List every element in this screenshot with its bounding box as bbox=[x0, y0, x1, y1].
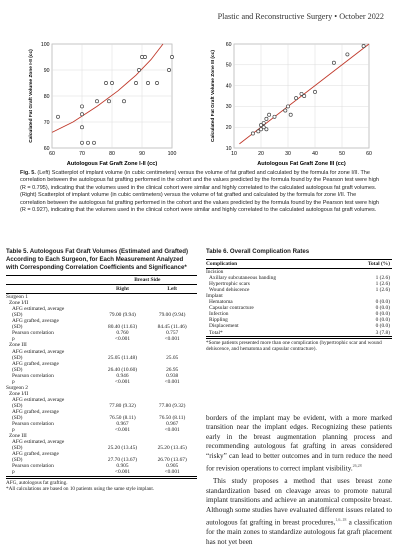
data-point bbox=[362, 44, 365, 47]
row-label: Surgeon 1 bbox=[6, 294, 28, 301]
cell-left: 84.45 (11.46) bbox=[157, 324, 187, 331]
data-point bbox=[56, 115, 59, 118]
y-tick-label: 100 bbox=[40, 41, 50, 48]
data-point bbox=[265, 117, 268, 120]
scatterplot-zone-iii-svg bbox=[210, 40, 375, 168]
table5-col-right: Right bbox=[116, 286, 129, 293]
body-paragraph-2 bbox=[206, 477, 392, 547]
cell-total: 0 (0.0) bbox=[375, 305, 390, 312]
table5-footnote-2: *All calculations are based on 10 patients using the same style implant. bbox=[6, 485, 155, 492]
data-point bbox=[80, 126, 83, 129]
table6-body bbox=[206, 269, 392, 337]
data-point bbox=[265, 128, 268, 131]
table5-footnote-1: AFG, autologous fat grafting. bbox=[6, 479, 68, 486]
data-point bbox=[346, 53, 349, 56]
y-axis-label: Calculated Fat Graft Volume Zone III (cc) bbox=[211, 50, 216, 142]
data-point bbox=[80, 105, 83, 108]
cell-right: 25.05 (11.48) bbox=[108, 354, 137, 361]
row-label: Hypertrophic scars bbox=[209, 281, 250, 288]
data-point bbox=[284, 109, 287, 112]
scatterplot-zone-i-ii bbox=[28, 40, 178, 168]
row-label: Displacement bbox=[209, 323, 239, 330]
row-label: Axillary subcutaneous banding bbox=[209, 275, 277, 282]
cell-right: <0.001 bbox=[114, 469, 131, 476]
cell-right: 0.760 bbox=[116, 330, 129, 337]
cell-left: 25.05 bbox=[166, 354, 179, 361]
cell-left: <0.001 bbox=[164, 378, 180, 385]
y-tick-label: 60 bbox=[43, 145, 50, 152]
data-point bbox=[170, 55, 173, 58]
cell-right: 27.70 (13.67) bbox=[107, 457, 138, 464]
y-tick-label: 10 bbox=[225, 145, 232, 152]
data-point bbox=[95, 100, 98, 103]
row-label: Pearson correlation bbox=[12, 330, 54, 337]
cell-left: 26.70 (13.67) bbox=[157, 457, 187, 464]
body-para1-text: borders of the implant may be evident, with a more marked transition near the implant edges. Recognizing these patients early in the breast augmentation planning process and recommending autologous fat grafting in areas considered “risky” can lead to better outcomes and in turn reduce the need for revision operations to correct implant visibility. bbox=[206, 413, 392, 473]
cell-right: 0.905 bbox=[116, 463, 129, 470]
row-label: (SD) bbox=[12, 402, 23, 409]
y-tick-label: 80 bbox=[43, 93, 50, 100]
row-label: p bbox=[12, 427, 15, 434]
cell-left: <0.001 bbox=[164, 469, 180, 476]
cell-right: 0.946 bbox=[116, 372, 129, 379]
row-label: Zone III bbox=[9, 342, 27, 349]
body-para1-ref[interactable]: 26,28 bbox=[352, 463, 362, 469]
row-label: AFG grafted, average bbox=[12, 451, 59, 458]
table5-block bbox=[6, 248, 197, 492]
data-point bbox=[289, 113, 292, 116]
body-para2-ref[interactable]: 1,6–18 bbox=[335, 517, 347, 523]
row-label: p bbox=[12, 378, 15, 385]
body-text bbox=[206, 414, 392, 547]
cell-left: 79.00 (9.94) bbox=[158, 312, 186, 319]
cell-right: 0.967 bbox=[116, 421, 129, 428]
row-label: Zone I/II bbox=[9, 300, 29, 307]
row-label: Total* bbox=[209, 329, 223, 336]
cell-total: 1 (2.6) bbox=[375, 275, 390, 282]
cell-right: 80.40 (11.63) bbox=[108, 324, 137, 331]
x-tick-label: 30 bbox=[285, 151, 291, 157]
table6-col-complication: Complication bbox=[206, 261, 238, 267]
x-tick-label: 70 bbox=[79, 151, 85, 157]
table6-col-total: Total (%) bbox=[367, 261, 390, 267]
cell-left: 25.20 (13.45) bbox=[157, 445, 187, 452]
cell-total: 3 (7.8) bbox=[375, 329, 390, 336]
row-label: Hematoma bbox=[209, 299, 233, 306]
x-tick-label: 40 bbox=[312, 151, 318, 157]
data-point bbox=[134, 81, 137, 84]
x-tick-label: 60 bbox=[366, 151, 372, 157]
x-tick-label: 80 bbox=[109, 151, 115, 157]
row-label: AFG grafted, average bbox=[12, 408, 59, 415]
data-point bbox=[262, 121, 265, 124]
y-tick-label: 90 bbox=[43, 67, 50, 74]
data-point bbox=[143, 55, 146, 58]
data-point bbox=[80, 141, 83, 144]
data-point bbox=[122, 100, 125, 103]
row-label: (SD) bbox=[12, 312, 23, 319]
cell-left: <0.001 bbox=[164, 336, 180, 343]
data-point bbox=[110, 81, 113, 84]
data-point bbox=[303, 94, 306, 97]
x-tick-label: 60 bbox=[49, 151, 55, 157]
table6-title: Table 6. Overall Complication Rates bbox=[206, 248, 310, 255]
table-row bbox=[6, 469, 197, 476]
data-point bbox=[92, 141, 95, 144]
caption-text: (Left) Scatterplot of implant volume (in cubic centimeters) versus the volume of fat grafted and calculated by the formula for zone I/II. The correlation between the autologous fat grafting performed in the cohort and the values predicted by the formula found by the Pearson test were high (R = 0.795), indicating that the volumes used in the clinical cohort were similar and highly correlated to the calculated autologous fat graft volumes. (Right) Scatterplot of implant volume (in cubic centimeters) versus the volume of fat grafted and calculated by the formula for zone I/II. The correlation between the autologous fat grafting performed in the cohort and the values predicted by the formula found by the Pearson test were high (R = 0.927), indicating that the volumes used in the clinical cohort were similar and highly correlated to the calculated autologous fat graft volumes. bbox=[20, 170, 379, 214]
row-label: AFG estimated, average bbox=[12, 348, 65, 355]
data-point bbox=[332, 61, 335, 64]
cell-left: 0.757 bbox=[166, 330, 179, 337]
figure-caption bbox=[20, 170, 382, 214]
data-point bbox=[86, 141, 89, 144]
row-label: (SD) bbox=[12, 415, 23, 422]
row-label: p bbox=[12, 336, 15, 343]
caption-label: Fig. 5. bbox=[20, 170, 36, 176]
cell-left: 0.938 bbox=[166, 372, 179, 379]
x-tick-label: 90 bbox=[139, 151, 145, 157]
cell-right: <0.001 bbox=[114, 427, 131, 434]
row-label: Incision bbox=[206, 269, 224, 276]
row-label: Wound dehiscence bbox=[209, 287, 250, 294]
y-tick-label: 40 bbox=[225, 83, 232, 90]
y-tick-label: 70 bbox=[43, 119, 50, 126]
x-tick-label: 100 bbox=[167, 151, 177, 157]
x-axis-label: Autologous Fat Graft Zone I-II (cc) bbox=[66, 161, 158, 167]
data-point bbox=[313, 90, 316, 93]
cell-total: 0 (0.0) bbox=[375, 299, 390, 306]
cell-left: 77.80 (9.32) bbox=[158, 402, 186, 409]
data-point bbox=[167, 68, 170, 71]
cell-right: <0.001 bbox=[114, 378, 131, 385]
row-label: AFG grafted, average bbox=[12, 318, 59, 325]
row-label: (SD) bbox=[12, 457, 23, 464]
cell-left: 0.967 bbox=[166, 421, 179, 428]
table5-col-left: Left bbox=[167, 286, 177, 293]
cell-right: 79.00 (9.94) bbox=[109, 312, 136, 319]
cell-left: 26.95 bbox=[166, 366, 179, 373]
cell-right: <0.001 bbox=[114, 336, 131, 343]
data-point bbox=[295, 96, 298, 99]
y-axis-label: Calculated Fat Graft Volume Zone I-II (cc) bbox=[29, 49, 34, 143]
scatterplot-zone-iii bbox=[210, 40, 375, 168]
row-label: (SD) bbox=[12, 354, 23, 361]
row-label: (SD) bbox=[12, 445, 23, 452]
table-row bbox=[206, 330, 392, 337]
data-point bbox=[286, 105, 289, 108]
y-tick-label: 30 bbox=[225, 104, 232, 111]
cell-total: 1 (2.6) bbox=[375, 281, 390, 288]
cell-right: 77.80 (9.32) bbox=[109, 402, 136, 409]
row-label: AFG estimated, average bbox=[12, 439, 65, 446]
y-tick-label: 50 bbox=[225, 62, 232, 69]
data-point bbox=[137, 68, 140, 71]
data-point bbox=[155, 81, 158, 84]
row-label: Zone III bbox=[9, 433, 27, 440]
y-tick-label: 60 bbox=[225, 41, 232, 48]
x-tick-label: 20 bbox=[258, 151, 264, 157]
row-label: Capsular contracture bbox=[209, 305, 254, 312]
row-label: Implant bbox=[206, 293, 223, 300]
row-label: Pearson correlation bbox=[12, 372, 54, 379]
cell-right: 25.20 (13.45) bbox=[107, 445, 138, 452]
data-point bbox=[251, 132, 254, 135]
cell-total: 0 (0.0) bbox=[375, 323, 390, 330]
data-point bbox=[80, 113, 83, 116]
cell-total: 0 (0.0) bbox=[375, 311, 390, 318]
cell-right: 76.50 (8.11) bbox=[109, 415, 136, 422]
row-label: Surgeon 2 bbox=[6, 384, 28, 391]
cell-left: 0.905 bbox=[166, 463, 179, 470]
row-label: Zone I/II bbox=[9, 390, 29, 397]
body-para2-cont: a classification for the main zones to standardize autologous fat graft placement has not yet been bbox=[206, 518, 392, 546]
cell-left: 76.50 (8.11) bbox=[159, 415, 186, 422]
row-label: Infection bbox=[209, 311, 229, 318]
table5-body bbox=[6, 294, 197, 476]
data-point bbox=[107, 100, 110, 103]
body-para2-text: This study proposes a method that uses breast zone standardization based on cleavage areas to promote natural implant transitions and achieve an anatomical composite breast. Although some studies have evaluated different issues related to autologous fat grafting in breast procedures, bbox=[206, 477, 392, 527]
row-label: (SD) bbox=[12, 324, 23, 331]
row-label: Pearson correlation bbox=[12, 421, 54, 428]
cell-total: 0 (0.0) bbox=[375, 317, 390, 324]
row-label: Pearson correlation bbox=[12, 463, 54, 470]
cell-right: 26.40 (10.60) bbox=[107, 366, 138, 373]
table6 bbox=[206, 259, 392, 337]
cell-total: 1 (2.6) bbox=[375, 287, 390, 294]
y-tick-label: 20 bbox=[225, 125, 232, 131]
x-axis-label: Autologous Fat Graft Zone III (cc) bbox=[257, 161, 346, 167]
data-point bbox=[268, 113, 271, 116]
x-tick-label: 10 bbox=[231, 151, 237, 157]
data-point bbox=[104, 81, 107, 84]
row-label: AFG grafted, average bbox=[12, 360, 59, 367]
row-label: (SD) bbox=[12, 366, 23, 373]
row-label: Rippling bbox=[209, 317, 228, 324]
table5-group-header: Breast Side bbox=[98, 276, 197, 285]
cell-left: <0.001 bbox=[164, 427, 180, 434]
right-column bbox=[206, 248, 392, 550]
body-paragraph-1 bbox=[206, 414, 392, 474]
running-head: Plastic and Reconstructive Surgery • October 2022 bbox=[217, 12, 384, 21]
table5-footnotes bbox=[6, 478, 197, 492]
row-label: AFG estimated, average bbox=[12, 396, 65, 403]
table5-title: Table 5. Autologous Fat Graft Volumes (Estimated and Grafted) According to Each Surgeon, for Each Measurement Analyzed with Corresponding Correlation Coefficients and Significance* bbox=[6, 248, 189, 271]
table5 bbox=[6, 275, 197, 477]
x-tick-label: 50 bbox=[339, 151, 345, 157]
row-label: p bbox=[12, 469, 15, 476]
data-point bbox=[273, 115, 276, 118]
scatterplot-zone-i-ii-svg bbox=[28, 40, 178, 168]
table6-footnote: *Some patients presented more than one complication (hypertrophic scar and wound dehiscence, and hematoma and capsular contracture). bbox=[206, 338, 392, 352]
data-point bbox=[146, 81, 149, 84]
row-label: AFG estimated, average bbox=[12, 306, 65, 313]
